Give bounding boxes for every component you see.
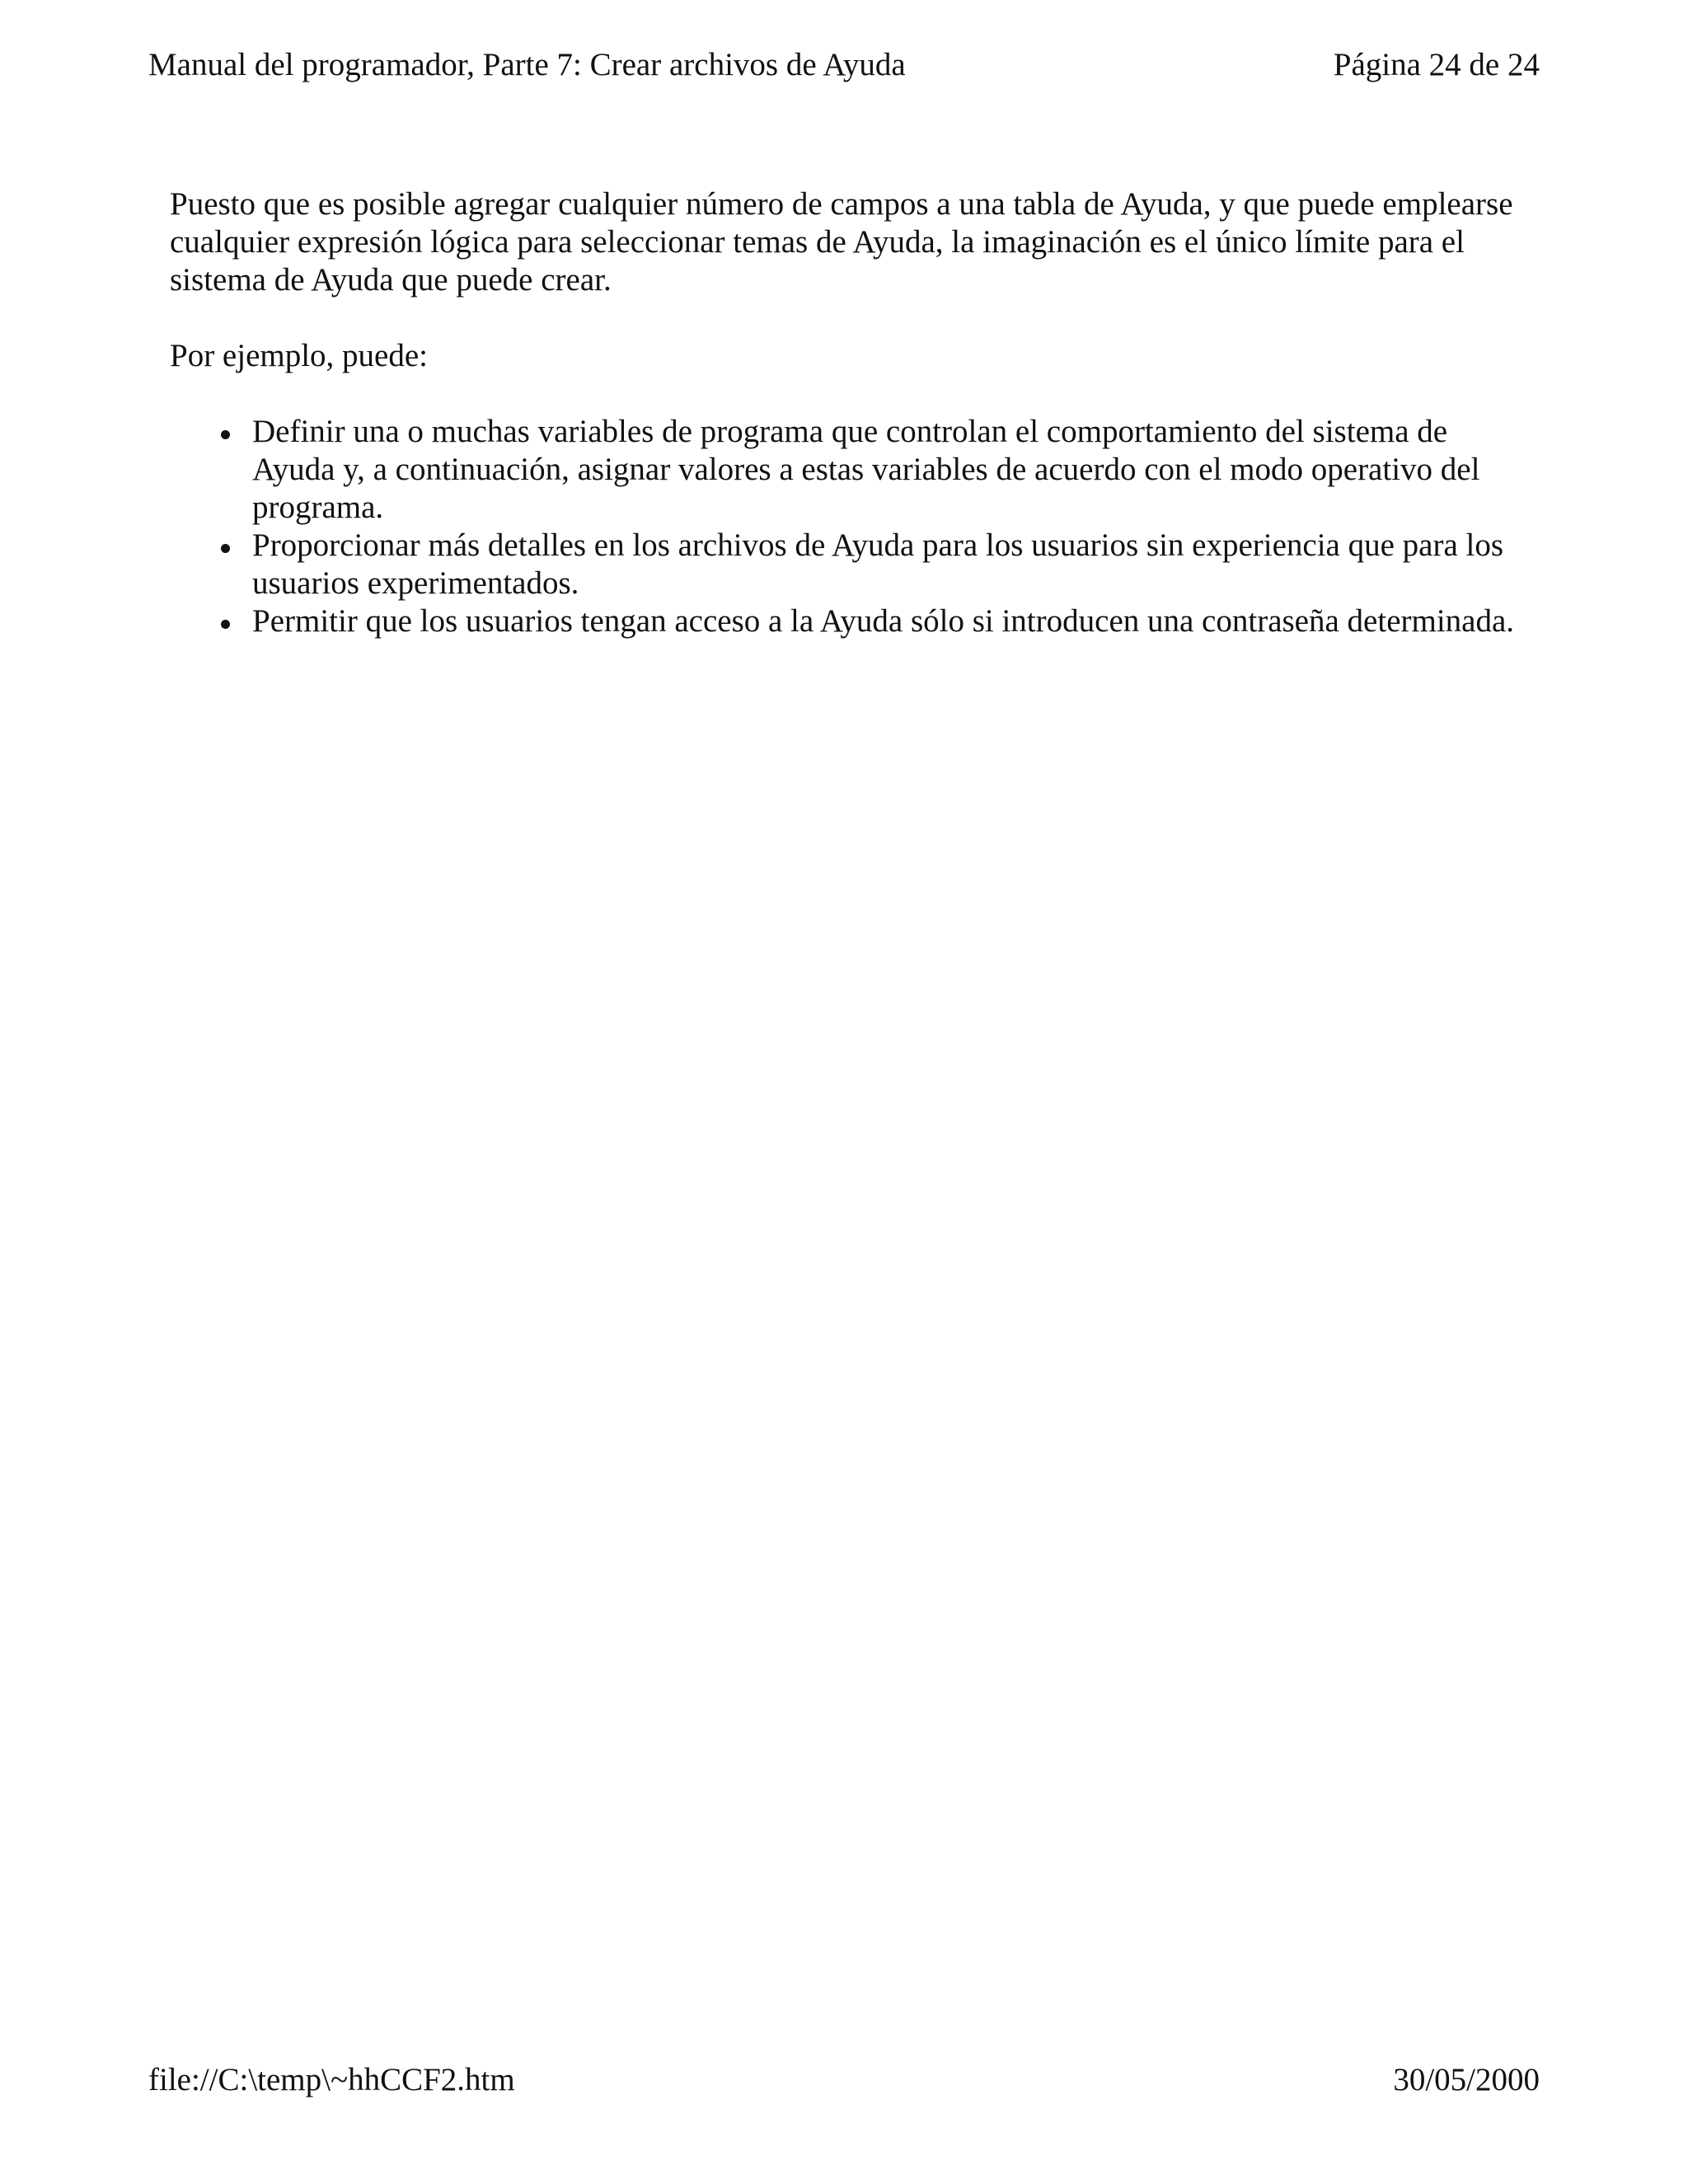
page-content — [170, 185, 1522, 640]
page-header — [148, 45, 1540, 85]
example-lead-paragraph: Por ejemplo, puede: — [170, 338, 429, 373]
bullet-icon — [221, 430, 230, 439]
page-footer — [148, 2060, 1540, 2100]
print-date: 30/05/2000 — [1393, 2062, 1540, 2097]
bullet-icon — [221, 544, 230, 553]
list-item-text: Permitir que los usuarios tengan acceso a la Ayuda sólo si introducen una contraseña determinada. — [252, 603, 1515, 639]
page-number: Página 24 de 24 — [1333, 47, 1540, 82]
list-item-text: Proporcionar más detalles en los archivos de Ayuda para los usuarios sin experiencia que para los usuarios experimentados. — [252, 527, 1504, 601]
file-path: file://C:\temp\~hhCCF2.htm — [148, 2062, 515, 2097]
bullet-icon — [221, 620, 230, 629]
list-item — [252, 413, 1522, 527]
list-item — [252, 602, 1522, 640]
document-title: Manual del programador, Parte 7: Crear archivos de Ayuda — [148, 47, 906, 82]
list-item-text: Definir una o muchas variables de programa que controlan el comportamiento del sistema de Ayuda y, a continuación, asignar valores a estas variables de acuerdo con el modo operativo del programa. — [252, 414, 1480, 525]
examples-list — [170, 413, 1522, 640]
list-item — [252, 527, 1522, 602]
intro-paragraph: Puesto que es posible agregar cualquier número de campos a una tabla de Ayuda, y que puede emplearse cualquier expresión lógica para seleccionar temas de Ayuda, la imaginación es el único límite para el sistema de Ayuda que puede crear. — [170, 186, 1513, 298]
